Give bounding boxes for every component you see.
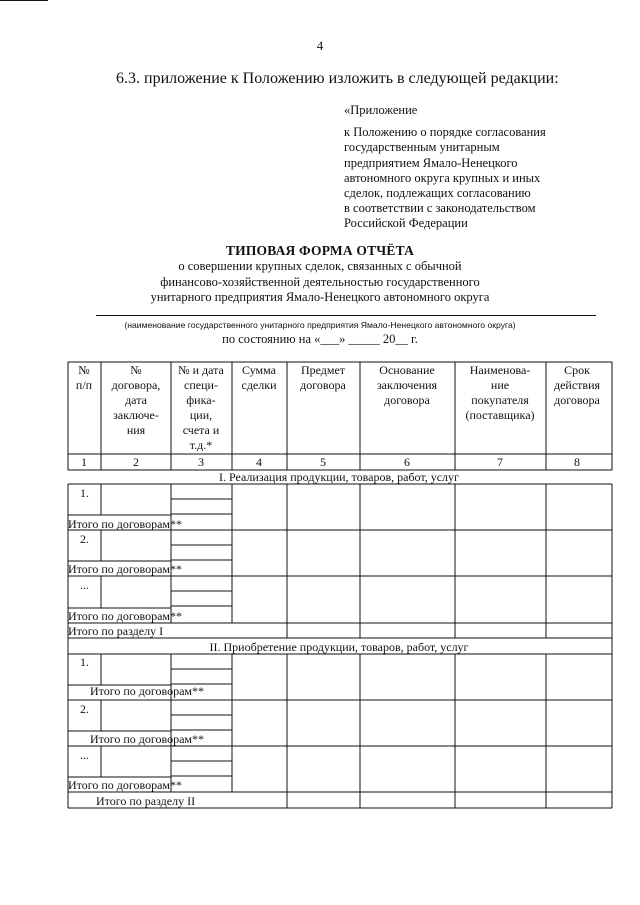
- appendix-line: Российской Федерации: [344, 216, 468, 231]
- header-col-7-line: Наименова-: [469, 363, 531, 377]
- subtotal-label: Итого по договорам**: [68, 778, 183, 792]
- header-col-3-line: специ-: [184, 378, 218, 392]
- form-title: ТИПОВАЯ ФОРМА ОТЧЁТА: [225, 243, 415, 258]
- column-number: 8: [574, 455, 580, 469]
- column-number: 1: [81, 455, 87, 469]
- header-col-3-line: счета и: [182, 423, 220, 437]
- form-subtitle-line: финансово-хозяйственной деятельностью государственного: [160, 274, 480, 289]
- intro-text: 6.3. приложение к Положению изложить в следующей редакции:: [116, 70, 559, 87]
- header-col-8-line: Срок: [564, 363, 590, 377]
- form-subtitle-line: о совершении крупных сделок, связанных с обычной: [178, 259, 462, 273]
- column-number: 7: [497, 455, 503, 469]
- section-2-heading: II. Приобретение продукции, товаров, работ, услуг: [209, 640, 469, 654]
- header-col-1-line: №: [78, 363, 90, 377]
- subtotal-label: Итого по договорам**: [68, 562, 183, 576]
- page-number: 4: [316, 38, 324, 53]
- header-col-6-line: Основание: [379, 363, 435, 377]
- report-date: по состоянию на «___» _____ 20__ г.: [222, 332, 418, 346]
- appendix-line: сделок, подлежащих согласованию: [344, 186, 531, 201]
- appendix-line: предприятием Ямало-Ненецкого: [344, 155, 518, 170]
- company-name-caption: (наименование государственного унитарного предприятия Ямало-Ненецкого автономного округа): [124, 320, 516, 330]
- column-number: 3: [198, 455, 204, 469]
- section-1-rows: [68, 486, 182, 638]
- row-number: ...: [80, 578, 89, 592]
- header-col-2-line: дата: [125, 393, 147, 407]
- header-col-1-line: п/п: [75, 378, 93, 392]
- row-number: 1.: [80, 655, 89, 669]
- header-col-4-line: сделки: [241, 378, 277, 392]
- subtotal-label: Итого по договорам**: [68, 609, 183, 623]
- section-1-heading: I. Реализация продукции, товаров, работ, услуг: [219, 470, 459, 484]
- subtotal-label: Итого по договорам**: [68, 517, 183, 531]
- header-col-4-line: Сумма: [242, 363, 276, 377]
- column-number: 2: [133, 455, 139, 469]
- row-number: 2.: [80, 702, 89, 716]
- appendix-title: «Приложение: [344, 103, 418, 117]
- form-subtitle-line: унитарного предприятия Ямало-Ненецкого автономного округа: [150, 290, 490, 305]
- header-col-6-line: договора: [384, 393, 430, 407]
- subtotal-label: Итого по договорам**: [90, 732, 205, 746]
- header-col-2-line: ния: [126, 423, 146, 437]
- column-number: 6: [404, 455, 410, 469]
- header-col-6-line: заключения: [376, 378, 438, 392]
- header-col-2-line: договора,: [111, 378, 161, 392]
- header-col-3-line: № и дата: [178, 363, 224, 377]
- header-col-7-line: покупателя: [471, 393, 529, 407]
- section-2-total: Итого по разделу II: [96, 794, 196, 808]
- header-col-2-line: №: [130, 363, 142, 377]
- header-col-2-line: заключе-: [113, 408, 159, 422]
- header-col-3-line: фика-: [186, 393, 216, 407]
- header-col-8-line: договора: [554, 393, 600, 407]
- header-col-3-line: ции,: [189, 408, 213, 422]
- row-number: 2.: [80, 532, 89, 546]
- appendix-line: автономного округа крупных и иных: [344, 170, 541, 185]
- header-col-8-line: действия: [553, 378, 601, 392]
- appendix-line: в соответствии с законодательством: [344, 201, 536, 216]
- header-col-3-line: т.д.*: [189, 438, 213, 452]
- column-number: 4: [256, 455, 262, 469]
- section-1-total: Итого по разделу I: [68, 624, 164, 638]
- header-col-7-line: ние: [490, 378, 510, 392]
- header-col-7-line: (поставщика): [465, 408, 535, 422]
- appendix-line: к Положению о порядке согласования: [344, 125, 546, 140]
- appendix-line: государственным унитарным: [344, 140, 500, 155]
- header-col-5-line: договора: [300, 378, 346, 392]
- row-number: 1.: [80, 486, 89, 500]
- subtotal-label: Итого по договорам**: [90, 684, 205, 698]
- row-number: ...: [80, 748, 89, 762]
- header-col-5-line: Предмет: [300, 363, 346, 377]
- column-number: 5: [320, 455, 326, 469]
